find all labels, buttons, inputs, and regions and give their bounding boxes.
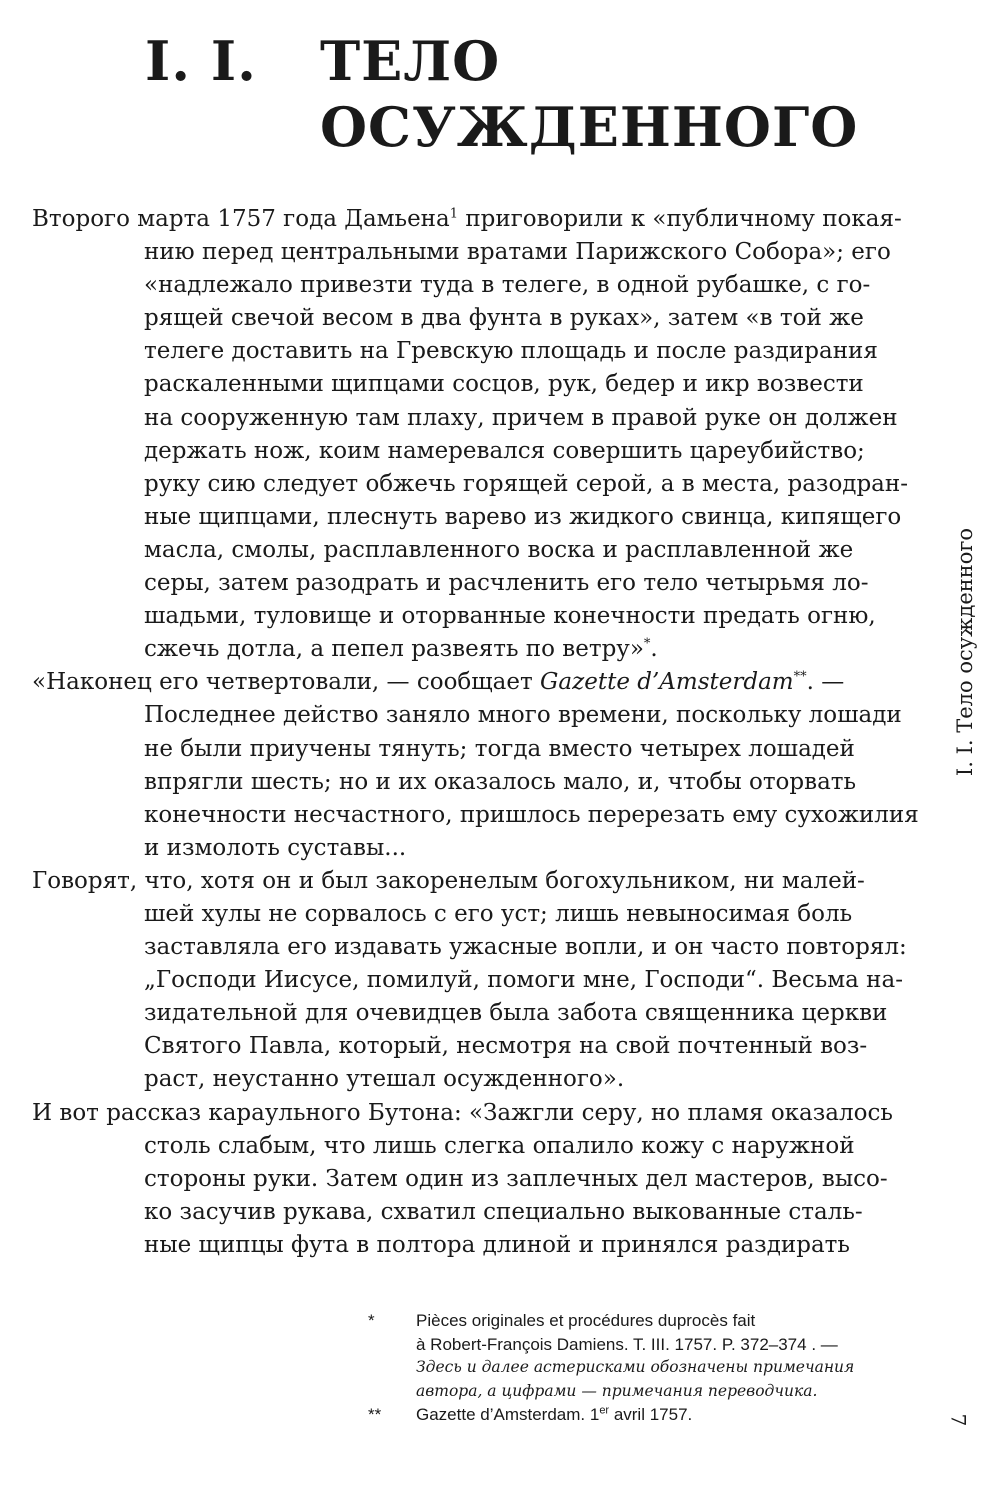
- text-line: [32, 236, 922, 269]
- text-line: И вот рассказ караульного Бутона: «Зажгли серу, но пламя оказалось: [32, 1099, 893, 1126]
- text-line: шей хулы не сорвалось с его уст; лишь невыносимая боль: [144, 900, 853, 927]
- paragraph-3: [32, 865, 922, 1097]
- text-run: шадьми, туловище и оторванные конечности предать огню,: [144, 603, 876, 630]
- text-run: .: [650, 636, 658, 663]
- text-run: ные щипцами, плеснуть варево из жидкого свинца, кипящего: [144, 503, 902, 530]
- paragraph-2-first-line: [32, 666, 922, 699]
- running-title-text: I. I. Тело осужденного: [953, 527, 977, 777]
- footnote-line: Pièces originales et procédures duprocès fait: [416, 1311, 756, 1330]
- main-text: [32, 203, 922, 1262]
- footnote-line: à Robert-François Damiens. T. III. 1757. P. 372–374 . —: [416, 1334, 838, 1354]
- footnote-sup: er: [599, 1404, 610, 1417]
- text-line: зидательной для очевидцев была забота священника церкви: [144, 1000, 888, 1027]
- footnote-ref: *: [643, 636, 651, 652]
- footnote-line: [416, 1403, 908, 1427]
- text-run: руку сию следует обжечь горящей серой, а в места, разодран-: [144, 470, 908, 497]
- text-run: рящей свечой весом в два фунта в руках», затем «в той же: [144, 305, 864, 332]
- footnotes: [368, 1309, 908, 1427]
- text-line: [32, 302, 922, 335]
- text-run: телеге доставить на Гревскую площадь и после раздирания: [144, 338, 878, 365]
- footnote-2: [368, 1403, 908, 1427]
- text-line: [32, 534, 922, 567]
- paragraph-2: [32, 666, 922, 865]
- chapter-title-line-2: ОСУЖДЕННОГО: [320, 95, 859, 159]
- text-line: раст, неустанно утешал осужденного».: [144, 1066, 625, 1093]
- paragraph-4: [32, 1097, 922, 1262]
- text-line: впрягли шесть; но и их оказалось мало, и, чтобы оторвать: [144, 768, 857, 795]
- text-line: Последнее действо заняло много времени, поскольку лошади: [144, 702, 902, 729]
- text-line: [32, 468, 922, 501]
- text-line: заставляла его издавать ужасные вопли, и он часто повторял:: [144, 934, 907, 961]
- footnote-1: [368, 1309, 908, 1403]
- footnote-ref: 1: [449, 206, 459, 222]
- chapter-number: I. I.: [145, 29, 257, 93]
- text-line: [32, 402, 922, 435]
- text-run: «надлежало привезти туда в телеге, в одной рубашке, с го-: [144, 272, 871, 299]
- text-run: держать нож, коим намеревался совершить цареубийство;: [144, 437, 865, 464]
- text-line: и измолоть суставы...: [144, 834, 407, 861]
- text-line: [32, 335, 922, 368]
- footnote-mark: **: [368, 1405, 382, 1424]
- text-run: серы, затем разодрать и расчленить его тело четырьмя ло-: [144, 570, 869, 597]
- text-line: [32, 501, 922, 534]
- text-line: ко засучив рукава, схватил специально выкованные сталь-: [144, 1198, 863, 1225]
- text-line: [32, 600, 922, 633]
- footnote-line: автора, а цифрами — примечания переводчика.: [416, 1381, 818, 1400]
- chapter-title-line-1: ТЕЛО: [320, 29, 501, 93]
- text-line: „Господи Иисусе, помилуй, помоги мне, Господи“. Весьма на-: [144, 967, 903, 994]
- paragraph-1: [32, 203, 922, 666]
- text-run: . —: [806, 669, 845, 696]
- text-line: Говорят, что, хотя он и был закоренелым богохульником, ни малей-: [32, 867, 865, 894]
- text-line: [32, 269, 922, 302]
- text-line: Святого Павла, который, несмотря на свой почтенный воз-: [144, 1033, 868, 1060]
- text-line: ные щипцы фута в полтора длиной и принялся раздирать: [144, 1231, 850, 1258]
- text-line: [32, 633, 922, 666]
- text-run: Gazette d’Amsterdam. 1: [416, 1405, 600, 1424]
- text-line: стороны руки. Затем один из заплечных дел мастеров, высо-: [144, 1165, 888, 1192]
- text-run: Второго марта 1757 года Дамьена: [32, 206, 450, 232]
- text-line: [32, 203, 922, 236]
- footnote-ref: **: [793, 669, 807, 685]
- footnote-line: Здесь и далее астерисками обозначены примечания: [416, 1358, 855, 1376]
- text-run: «Наконец его четвертовали, — сообщает: [32, 669, 541, 696]
- text-line: [32, 567, 922, 600]
- text-run: приговорили к «публичному покая-: [458, 206, 902, 232]
- text-line: не были приучены тянуть; тогда вместо четырех лошадей: [144, 735, 855, 762]
- text-line: [32, 435, 922, 468]
- text-run: на сооруженную там плаху, причем в правой руке он должен: [144, 404, 898, 431]
- text-line: [32, 368, 922, 401]
- footnote-mark: *: [368, 1311, 375, 1330]
- text-run: нию перед центральными вратами Парижского Собора»; его: [144, 239, 891, 266]
- page-number: 7: [946, 1413, 971, 1427]
- text-run: масла, смолы, расплавленного воска и расплавленной же: [144, 536, 854, 563]
- text-run: avril 1757.: [609, 1405, 693, 1424]
- text-run: раскаленными щипцами сосцов, рук, бедер и икр возвести: [144, 371, 864, 398]
- text-line: столь слабым, что лишь слегка опалило кожу с наружной: [144, 1132, 855, 1159]
- text-run: сжечь дотла, а пепел развеять по ветру»: [144, 636, 644, 663]
- gazette-title: Gazette d’Amsterdam: [540, 669, 794, 696]
- text-line: конечности несчастного, пришлось перерезать ему сухожилия: [144, 801, 919, 828]
